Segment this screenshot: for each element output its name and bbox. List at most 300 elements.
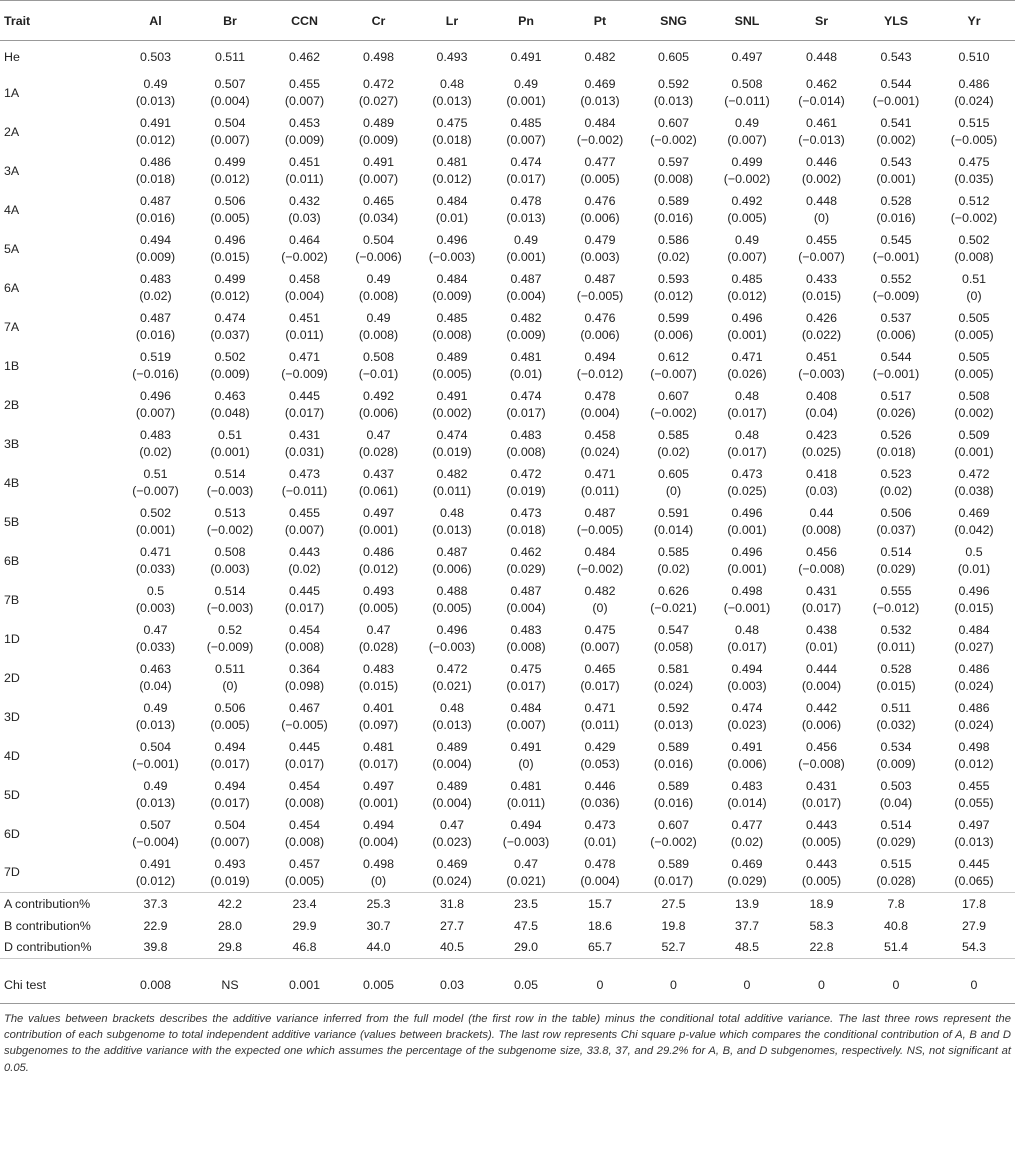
table-cell: [710, 113, 784, 152]
cell-value: 0.484: [584, 116, 616, 130]
table-cell: [193, 503, 267, 542]
cell-value: 0.526: [880, 428, 912, 442]
cell-value: 0.445: [958, 856, 990, 871]
table-cell: [637, 815, 710, 854]
cell-value: 0.496: [731, 506, 763, 520]
cell-delta: (0.01): [435, 211, 469, 225]
cell-delta: (0.029): [506, 562, 546, 576]
table-cell: [415, 347, 489, 386]
cell-delta: (0.006): [580, 328, 620, 342]
cell-value: 0.474: [510, 389, 542, 403]
cell-delta: (0.005): [432, 601, 472, 615]
header-lr: Lr: [415, 1, 489, 41]
header-sr: Sr: [784, 1, 859, 41]
cell-value: 0.47: [366, 428, 391, 442]
table-cell: [342, 776, 415, 815]
cell-value: 0.605: [657, 50, 689, 65]
table-cell: [933, 698, 1015, 737]
cell-delta: (0.005): [210, 718, 250, 732]
cell-delta: (−0.002): [650, 133, 697, 147]
cell-value: 44.0: [366, 940, 391, 955]
table-cell: [637, 620, 710, 659]
table-cell: [859, 620, 933, 659]
cell-delta: (0.009): [432, 289, 472, 303]
cell-value: 0.477: [584, 155, 616, 169]
cell-delta: (0.04): [139, 679, 172, 693]
cell-delta: (0.024): [432, 873, 472, 888]
table-cell: [710, 581, 784, 620]
cell-value: 0.607: [657, 818, 689, 832]
cell-value: 0.49: [734, 233, 760, 247]
cell-delta: (0.03): [805, 484, 838, 498]
cell-value: 0.523: [880, 467, 912, 481]
cell-delta: (0.006): [358, 406, 399, 420]
cell-value: 0.586: [657, 233, 689, 247]
cell-delta: (0.038): [954, 484, 994, 498]
chromosome-row: [0, 815, 1015, 854]
table-cell: [489, 386, 563, 425]
table-cell: [267, 659, 342, 698]
table-cell: [193, 854, 267, 893]
table-cell: [859, 347, 933, 386]
table-cell: [563, 152, 637, 191]
table-cell: [489, 113, 563, 152]
row-label: 6D: [4, 826, 20, 841]
cell-delta: (0.004): [284, 289, 325, 303]
cell-delta: (0.007): [210, 835, 250, 849]
cell-delta: (0.02): [657, 562, 690, 576]
table-cell: [784, 854, 859, 893]
cell-value: 0.591: [657, 506, 689, 520]
table-cell: [637, 191, 710, 230]
cell-value: 0.487: [510, 272, 542, 286]
table-cell: [193, 74, 267, 113]
table-cell: [489, 308, 563, 347]
cell-delta: (0.015): [954, 601, 994, 615]
header-ccn: CCN: [267, 1, 342, 41]
chromosome-row: [0, 620, 1015, 659]
cell-delta: (0.001): [876, 172, 916, 186]
cell-value: 58.3: [809, 918, 834, 933]
cell-value: 0.491: [139, 856, 171, 871]
cell-delta: (0.008): [653, 172, 694, 186]
cell-value: 0.514: [214, 584, 246, 598]
cell-value: 0.457: [288, 856, 320, 871]
cell-value: 0.508: [731, 77, 763, 91]
cell-delta: (0.004): [801, 679, 842, 693]
cell-value: 0.476: [584, 194, 616, 208]
cell-value: 0.451: [288, 155, 320, 169]
cell-delta: (0.009): [284, 133, 325, 147]
cell-value: 0.483: [139, 272, 171, 286]
cell-delta: (0.028): [358, 640, 399, 654]
cell-value: 29.8: [217, 940, 243, 955]
cell-delta: (0.007): [135, 406, 176, 420]
cell-value: 0.438: [805, 623, 837, 637]
cell-value: 0.483: [362, 662, 394, 676]
cell-value: 0.467: [288, 701, 320, 715]
cell-delta: (0.002): [954, 406, 994, 420]
cell-delta: (0.008): [358, 328, 399, 342]
cell-delta: (0.006): [801, 718, 842, 732]
table-cell: [637, 152, 710, 191]
cell-value: 0.005: [342, 959, 415, 1004]
cell-delta: (0.024): [653, 679, 694, 693]
cell-delta: (0.009): [358, 133, 399, 147]
cell-delta: (0.001): [210, 445, 250, 459]
table-cell: [193, 698, 267, 737]
row-label: 5A: [4, 241, 20, 256]
cell-value: 0.478: [584, 856, 616, 871]
cell-delta: (0.055): [954, 796, 994, 810]
cell-delta: (0.002): [876, 133, 916, 147]
cell-value: 0.503: [139, 50, 171, 65]
table-cell: [193, 776, 267, 815]
table-cell: [563, 347, 637, 386]
cell-value: 0.515: [958, 116, 990, 130]
cell-value: 0.528: [880, 662, 912, 676]
cell-delta: (0.032): [876, 718, 916, 732]
cell-delta: (0.017): [506, 679, 546, 693]
cell-delta: (0.048): [210, 406, 250, 420]
cell-value: 0.44: [809, 506, 834, 520]
cell-value: 0.489: [436, 350, 468, 364]
table-cell: [784, 308, 859, 347]
row-label: 2B: [4, 397, 20, 412]
cell-value: 0.48: [439, 701, 465, 715]
table-cell: [637, 854, 710, 893]
table-cell: [267, 503, 342, 542]
cell-value: 65.7: [587, 940, 613, 955]
cell-value: 0.496: [214, 233, 246, 247]
cell-value: 0.446: [805, 155, 837, 169]
cell-delta: (0.098): [284, 679, 325, 693]
table-cell: [933, 776, 1015, 815]
cell-value: 0.479: [584, 233, 616, 247]
table-cell: [193, 347, 267, 386]
table-cell: [710, 191, 784, 230]
cell-value: 0.491: [510, 740, 542, 754]
cell-value: 0.494: [139, 233, 171, 247]
cell-value: 46.8: [292, 940, 317, 955]
cell-value: 0.472: [958, 467, 990, 481]
cell-delta: (0.061): [358, 484, 399, 498]
cell-delta: (0.033): [135, 640, 176, 654]
cell-delta: (0.008): [506, 640, 546, 654]
cell-value: 0.496: [731, 311, 763, 325]
table-cell: [118, 854, 193, 893]
cell-delta: (0.009): [210, 367, 250, 381]
cell-value: 0.498: [731, 584, 763, 598]
row-label: 1A: [4, 85, 20, 100]
cell-value: 0.465: [584, 662, 616, 676]
cell-delta: (−0.002): [576, 562, 624, 576]
table-cell: [933, 152, 1015, 191]
cell-delta: (−0.002): [950, 211, 998, 225]
cell-value: 0.497: [362, 506, 394, 520]
cell-value: 0.456: [805, 740, 837, 754]
table-cell: [489, 425, 563, 464]
cell-value: 0.517: [880, 389, 912, 403]
cell-value: 0.472: [362, 77, 394, 91]
cell-value: 40.8: [883, 918, 909, 933]
cell-delta: (0.019): [210, 873, 250, 888]
cell-delta: (0.097): [358, 718, 399, 732]
cell-delta: (0.029): [876, 835, 916, 849]
table-cell: [710, 698, 784, 737]
table-cell: [933, 737, 1015, 776]
cell-delta: (0.04): [805, 406, 838, 420]
row-label: 1B: [4, 358, 20, 373]
cell-value: 0.483: [510, 623, 542, 637]
table-cell: [118, 230, 193, 269]
table-cell: [267, 191, 342, 230]
cell-delta: (0.007): [727, 133, 767, 147]
table-cell: [933, 659, 1015, 698]
table-cell: [118, 113, 193, 152]
table-cell: [118, 191, 193, 230]
cell-value: 0.475: [436, 116, 468, 130]
cell-value: 29.9: [292, 918, 317, 933]
cell-delta: (0.011): [580, 484, 620, 498]
table-cell: [342, 425, 415, 464]
cell-delta: (−0.012): [872, 601, 920, 615]
cell-value: 0.511: [214, 662, 246, 676]
table-cell: [859, 74, 933, 113]
cell-value: 0.461: [805, 116, 837, 130]
cell-value: 0.504: [214, 818, 246, 832]
table-cell: [267, 308, 342, 347]
cell-value: 0.626: [657, 584, 689, 598]
cell-delta: (−0.009): [206, 640, 254, 654]
row-label: B contribution%: [4, 918, 91, 933]
table-cell: [193, 737, 267, 776]
cell-value: 0.519: [139, 350, 171, 364]
cell-value: 0.47: [143, 623, 168, 637]
cell-delta: (0.005): [801, 873, 842, 888]
cell-value: 0.481: [510, 779, 542, 793]
row-label: 7D: [4, 865, 20, 880]
cell-delta: (0.017): [653, 873, 694, 888]
cell-value: 0.49: [734, 116, 760, 130]
cell-delta: (0.013): [135, 718, 176, 732]
cell-value: 18.6: [587, 918, 613, 933]
cell-delta: (0.007): [284, 94, 325, 108]
cell-value: 0.514: [214, 467, 246, 481]
cell-delta: (0.017): [210, 796, 250, 810]
cell-delta: (0.004): [432, 796, 472, 810]
header-row: [0, 1, 1015, 41]
cell-value: 0.5: [965, 545, 983, 559]
table-cell: [784, 620, 859, 659]
cell-value: 0.509: [958, 428, 990, 442]
header-yls: YLS: [859, 1, 933, 41]
cell-value: 0.486: [958, 77, 990, 91]
cell-value: 0.47: [366, 623, 391, 637]
cell-value: 0.454: [288, 818, 320, 832]
cell-delta: (0.04): [879, 796, 913, 810]
cell-value: 0.49: [143, 779, 168, 793]
table-cell: [342, 737, 415, 776]
cell-delta: (−0.002): [206, 523, 254, 537]
cell-value: 0.555: [880, 584, 912, 598]
cell-value: 0.506: [880, 506, 912, 520]
cell-delta: (0.005): [210, 211, 250, 225]
cell-delta: (0.021): [432, 679, 472, 693]
cell-delta: (0.017): [284, 601, 325, 615]
table-cell: [118, 581, 193, 620]
table-cell: [118, 698, 193, 737]
cell-value: NS: [193, 959, 267, 1004]
cell-value: 0.462: [510, 545, 542, 559]
cell-value: 0.471: [584, 467, 616, 481]
cell-value: 0: [637, 959, 710, 1004]
cell-value: 0.508: [214, 545, 246, 559]
cell-value: 0.498: [362, 50, 394, 65]
header-sng: SNG: [637, 1, 710, 41]
cell-delta: (0.02): [730, 835, 764, 849]
cell-value: 0.52: [217, 623, 243, 637]
table-cell: [784, 113, 859, 152]
cell-delta: (0.025): [727, 484, 767, 498]
cell-delta: (0.016): [653, 757, 694, 771]
cell-value: 0.474: [214, 311, 246, 325]
cell-value: 0.541: [880, 116, 912, 130]
table-cell: [193, 191, 267, 230]
cell-delta: (−0.003): [428, 250, 476, 264]
cell-value: 0.5: [146, 584, 165, 598]
cell-delta: (0.005): [954, 328, 994, 342]
table-cell: [859, 425, 933, 464]
cell-value: 0.492: [362, 389, 394, 403]
cell-value: 0.547: [657, 623, 689, 637]
cell-value: 0.483: [731, 779, 763, 793]
table-cell: [784, 737, 859, 776]
cell-value: 0.475: [510, 662, 542, 676]
cell-delta: (−0.011): [724, 94, 770, 108]
table-cell: [933, 815, 1015, 854]
cell-value: 22.9: [143, 918, 168, 933]
cell-value: 37.3: [118, 893, 193, 915]
cell-value: 47.5: [513, 918, 539, 933]
header-br: Br: [193, 1, 267, 41]
cell-value: 0.497: [958, 818, 990, 832]
table-cell: [563, 113, 637, 152]
table-cell: [342, 581, 415, 620]
cell-delta: (−0.003): [502, 835, 550, 849]
cell-value: 0.448: [805, 194, 837, 208]
table-cell: [489, 74, 563, 113]
cell-value: 0.445: [288, 389, 320, 403]
table-cell: [342, 698, 415, 737]
cell-delta: (0.025): [801, 445, 842, 459]
cell-value: 0.51: [143, 467, 168, 481]
chromosome-row: [0, 113, 1015, 152]
cell-value: 0.494: [510, 818, 542, 832]
cell-delta: (0): [813, 211, 830, 225]
cell-delta: (0.027): [358, 94, 399, 108]
header-pt: Pt: [563, 1, 637, 41]
table-cell: [118, 620, 193, 659]
cell-value: 0.462: [288, 50, 320, 65]
cell-value: 0.487: [584, 506, 616, 520]
cell-value: 0.456: [805, 545, 837, 559]
cell-value: 0.463: [214, 389, 246, 403]
cell-delta: (0.009): [506, 328, 546, 342]
cell-value: 0.485: [510, 116, 542, 130]
table-cell: [267, 581, 342, 620]
cell-value: 0.472: [510, 467, 542, 481]
cell-value: 0.592: [657, 77, 689, 91]
cell-value: 0.484: [510, 701, 542, 715]
cell-delta: (0.008): [506, 445, 546, 459]
cell-value: 29.0: [513, 940, 539, 955]
cell-delta: (0.013): [432, 523, 472, 537]
cell-delta: (−0.014): [798, 94, 845, 108]
cell-delta: (0.001): [135, 523, 176, 537]
table-cell: [933, 425, 1015, 464]
table-cell: [933, 386, 1015, 425]
row-label: 3A: [4, 163, 20, 178]
cell-delta: (0.031): [284, 445, 325, 459]
table-cell: [933, 74, 1015, 113]
cell-value: 0.544: [880, 350, 912, 364]
table-cell: [710, 386, 784, 425]
table-cell: [933, 620, 1015, 659]
table-cell: [193, 659, 267, 698]
table-cell: [637, 659, 710, 698]
table-cell: [342, 74, 415, 113]
table-cell: [342, 230, 415, 269]
table-cell: [118, 269, 193, 308]
table-cell: [415, 230, 489, 269]
table-cell: [933, 347, 1015, 386]
table-cell: [933, 269, 1015, 308]
cell-value: 0.469: [731, 856, 763, 871]
cell-delta: (0.009): [876, 757, 916, 771]
cell-value: 0.487: [139, 311, 171, 325]
table-cell: [563, 464, 637, 503]
table-cell: [784, 74, 859, 113]
table-cell: [637, 269, 710, 308]
cell-value: 0.484: [958, 623, 990, 637]
table-cell: [118, 386, 193, 425]
table-cell: [637, 74, 710, 113]
cell-value: 13.9: [710, 893, 784, 915]
cell-value: 0.493: [436, 50, 468, 65]
cell-value: 0.507: [214, 77, 246, 91]
table-cell: [489, 347, 563, 386]
cell-value: 0.491: [362, 155, 394, 169]
cell-value: 0.499: [214, 272, 246, 286]
cell-delta: (0.011): [285, 328, 324, 342]
cell-delta: (0.003): [210, 562, 250, 576]
cell-value: 0.485: [436, 311, 468, 325]
cell-delta: (0.017): [727, 445, 767, 459]
cell-value: 27.9: [961, 918, 987, 933]
table-cell: [415, 581, 489, 620]
cell-delta: (0.024): [954, 718, 994, 732]
header-pn: Pn: [489, 1, 563, 41]
cell-delta: (0.03): [288, 211, 321, 225]
cell-value: 0.503: [880, 779, 912, 793]
table-cell: [637, 776, 710, 815]
chromosome-row: [0, 230, 1015, 269]
cell-delta: (−0.003): [206, 601, 254, 615]
cell-delta: (0.008): [284, 835, 325, 849]
table-cell: [489, 464, 563, 503]
cell-value: 0: [710, 959, 784, 1004]
